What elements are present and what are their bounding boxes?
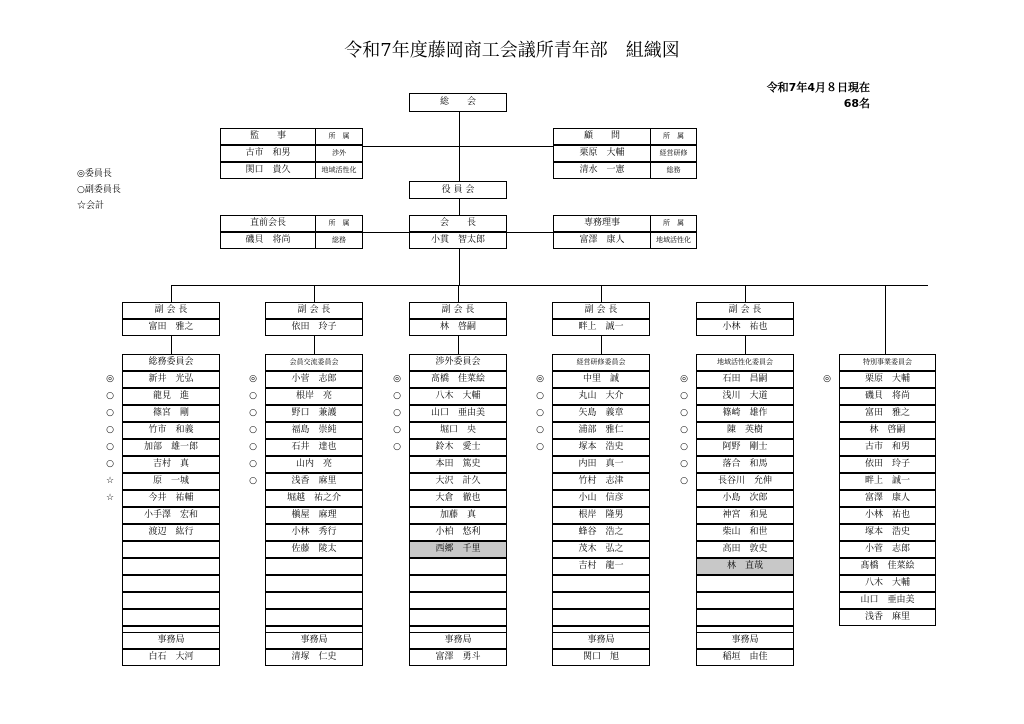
empty-row	[552, 609, 650, 626]
empty-row	[265, 575, 363, 592]
committee-member: 野口 兼護	[265, 405, 363, 422]
committee-member: 根岸 隆男	[552, 507, 650, 524]
auditor-header: 監 事	[220, 128, 316, 145]
committee-member: 大沢 計久	[409, 473, 507, 490]
column-drop	[745, 336, 746, 354]
column-drop	[601, 285, 602, 302]
executive-director-affil: 地域活性化	[650, 232, 697, 249]
main-spine	[459, 198, 460, 215]
office-header: 事務局	[122, 632, 220, 649]
advisor-name: 栗原 大輔	[553, 145, 651, 162]
role-mark: ○	[680, 459, 688, 469]
executive-director-name: 富澤 康人	[553, 232, 651, 249]
empty-row	[122, 575, 220, 592]
committee-member: 茂木 弘之	[552, 541, 650, 558]
empty-row	[409, 558, 507, 575]
main-spine	[459, 249, 460, 285]
role-mark: ○	[393, 391, 401, 401]
committee-member: 本田 篤史	[409, 456, 507, 473]
committee-member: 浅香 麻里	[265, 473, 363, 490]
special-committee-member: 浅香 麻里	[839, 609, 936, 626]
committee-member: 中里 誠	[552, 371, 650, 388]
special-committee-header: 特別事業委員会	[839, 354, 936, 371]
special-committee-member: 富田 雅之	[839, 405, 936, 422]
committee-member: 浦部 雅仁	[552, 422, 650, 439]
columns-connector	[171, 285, 928, 286]
committee-member: 小山 信彦	[552, 490, 650, 507]
committee-member: 落合 和馬	[696, 456, 794, 473]
board-box: 役 員 会	[409, 181, 507, 199]
role-mark: ○	[680, 425, 688, 435]
column-drop	[314, 336, 315, 354]
member-count: 68名	[843, 97, 870, 110]
advisor-affil: 経営研修	[650, 145, 697, 162]
executive-director-affil-header: 所 属	[650, 215, 697, 232]
advisor-affil-header: 所 属	[650, 128, 697, 145]
empty-row	[552, 592, 650, 609]
vice-president-name: 林 啓嗣	[409, 319, 507, 336]
special-drop	[885, 285, 886, 354]
past-president-affil-header: 所 属	[315, 215, 363, 232]
committee-member: 原 一城	[122, 473, 220, 490]
committee-header: 地域活性化委員会	[696, 354, 794, 371]
committee-member: 渡辺 紘行	[122, 524, 220, 541]
committee-member: 西郷 千里	[409, 541, 507, 558]
column-drop	[458, 336, 459, 354]
president-header: 会 長	[409, 215, 507, 232]
column-drop	[458, 285, 459, 302]
legend	[77, 166, 121, 214]
past-president-affil: 総務	[315, 232, 363, 249]
empty-row	[696, 592, 794, 609]
role-mark: ○	[106, 459, 114, 469]
vice-president-name: 富田 雅之	[122, 319, 220, 336]
empty-row	[122, 558, 220, 575]
office-staff-name: 清塚 仁史	[265, 649, 363, 666]
committee-header: 渉外委員会	[409, 354, 507, 371]
empty-row	[409, 609, 507, 626]
vice-president-header: 副 会 長	[122, 302, 220, 319]
committee-member: 八木 大輔	[409, 388, 507, 405]
legend-vice-chair: ○副委員長	[77, 185, 121, 195]
empty-row	[265, 609, 363, 626]
special-committee-member: 古市 和男	[839, 439, 936, 456]
office-staff-name: 稲垣 由佳	[696, 649, 794, 666]
committee-member: 槇屋 麻理	[265, 507, 363, 524]
as-of-date: 令和7年4月８日現在	[766, 81, 870, 94]
committee-member: 大倉 徹也	[409, 490, 507, 507]
special-committee-member: 塚本 浩史	[839, 524, 936, 541]
committee-member: 竹市 和義	[122, 422, 220, 439]
office-staff-name: 富澤 勇斗	[409, 649, 507, 666]
committee-member: 根岸 亮	[265, 388, 363, 405]
vice-president-name: 畔上 誠一	[552, 319, 650, 336]
auditor-name: 古市 和男	[220, 145, 316, 162]
empty-row	[696, 575, 794, 592]
role-mark: ◎	[680, 374, 688, 384]
role-mark: ☆	[105, 493, 115, 503]
role-mark: ○	[106, 391, 114, 401]
role-mark: ○	[249, 459, 257, 469]
role-mark: ○	[249, 442, 257, 452]
empty-row	[409, 592, 507, 609]
committee-member: 吉村 龍一	[552, 558, 650, 575]
committee-header: 会員交流委員会	[265, 354, 363, 371]
vice-president-header: 副 会 長	[696, 302, 794, 319]
committee-member: 石田 昌嗣	[696, 371, 794, 388]
role-mark: ○	[680, 391, 688, 401]
committee-member: 小手澤 宏和	[122, 507, 220, 524]
empty-row	[122, 592, 220, 609]
column-drop	[171, 285, 172, 302]
role-mark: ○	[393, 425, 401, 435]
column-drop	[601, 336, 602, 354]
committee-member: 林 直哉	[696, 558, 794, 575]
office-header: 事務局	[696, 632, 794, 649]
empty-row	[552, 575, 650, 592]
committee-member: 竹村 志津	[552, 473, 650, 490]
executive-director-header: 専務理事	[553, 215, 651, 232]
role-mark: ○	[106, 442, 114, 452]
committee-member: 小柏 悠利	[409, 524, 507, 541]
advisor-name: 清水 一憲	[553, 162, 651, 179]
vice-president-name: 小林 祐也	[696, 319, 794, 336]
committee-member: 石井 達也	[265, 439, 363, 456]
legend-treasurer: ☆会計	[77, 201, 105, 211]
president-name: 小貫 智太郎	[409, 232, 507, 249]
role-mark: ◎	[536, 374, 544, 384]
committee-member: 加藤 真	[409, 507, 507, 524]
committee-member: 髙橋 佳菜絵	[409, 371, 507, 388]
special-committee-member: 小菅 志郎	[839, 541, 936, 558]
vice-president-header: 副 会 長	[552, 302, 650, 319]
vice-president-header: 副 会 長	[265, 302, 363, 319]
committee-header: 経営研修委員会	[552, 354, 650, 371]
committee-member: 丸山 大介	[552, 388, 650, 405]
chart-title: 令和7年度藤岡商工会議所青年部 組織図	[344, 40, 680, 61]
advisor-header: 顧 問	[553, 128, 651, 145]
column-drop	[171, 336, 172, 354]
role-mark: ☆	[105, 476, 115, 486]
special-committee-member: 依田 玲子	[839, 456, 936, 473]
auditor-affil-header: 所 属	[315, 128, 363, 145]
committee-member: 陳 英樹	[696, 422, 794, 439]
vice-president-header: 副 会 長	[409, 302, 507, 319]
special-committee-member: 富澤 康人	[839, 490, 936, 507]
committee-member: 山口 亜由美	[409, 405, 507, 422]
role-mark: ○	[680, 408, 688, 418]
special-committee-member: 林 啓嗣	[839, 422, 936, 439]
committee-member: 加部 雄一郎	[122, 439, 220, 456]
committee-member: 福島 崇純	[265, 422, 363, 439]
role-mark: ○	[536, 442, 544, 452]
as-of-block	[767, 80, 870, 112]
role-mark: ○	[393, 408, 401, 418]
committee-member: 山内 亮	[265, 456, 363, 473]
committee-member: 新井 光弘	[122, 371, 220, 388]
empty-row	[122, 609, 220, 626]
role-mark: ○	[536, 391, 544, 401]
special-committee-member: 小林 祐也	[839, 507, 936, 524]
role-mark: ○	[249, 391, 257, 401]
general-assembly-box: 総 会	[409, 93, 507, 112]
committee-member: 長谷川 允伸	[696, 473, 794, 490]
committee-member: 柴山 和世	[696, 524, 794, 541]
empty-row	[265, 558, 363, 575]
role-mark: ○	[249, 408, 257, 418]
committee-member: 小林 秀行	[265, 524, 363, 541]
office-header: 事務局	[552, 632, 650, 649]
auditor-name: 関口 貴久	[220, 162, 316, 179]
office-header: 事務局	[409, 632, 507, 649]
committee-member: 篠崎 雄作	[696, 405, 794, 422]
committee-member: 今井 祐輔	[122, 490, 220, 507]
role-mark: ◎	[249, 374, 257, 384]
role-mark: ○	[249, 425, 257, 435]
committee-member: 内田 真一	[552, 456, 650, 473]
past-president-header: 直前会長	[220, 215, 316, 232]
role-mark: ◎	[393, 374, 401, 384]
role-mark: ◎	[106, 374, 114, 384]
empty-row	[696, 609, 794, 626]
committee-member: 神宮 和晃	[696, 507, 794, 524]
office-header: 事務局	[265, 632, 363, 649]
column-drop	[314, 285, 315, 302]
committee-member: 鈴木 愛士	[409, 439, 507, 456]
committee-member: 龍見 進	[122, 388, 220, 405]
office-staff-name: 白石 大河	[122, 649, 220, 666]
committee-member: 小島 次郎	[696, 490, 794, 507]
special-committee-member: 山口 亜由美	[839, 592, 936, 609]
role-mark: ○	[249, 476, 257, 486]
role-mark: ○	[106, 425, 114, 435]
special-committee-member: 髙橋 佳菜絵	[839, 558, 936, 575]
role-mark: ◎	[823, 374, 831, 384]
committee-member: 小菅 志郎	[265, 371, 363, 388]
committee-member: 篠宮 剛	[122, 405, 220, 422]
committee-member: 矢島 義章	[552, 405, 650, 422]
special-committee-member: 八木 大輔	[839, 575, 936, 592]
committee-member: 堀越 祐之介	[265, 490, 363, 507]
past-president-name: 磯貝 将尚	[220, 232, 316, 249]
committee-member: 高田 敦史	[696, 541, 794, 558]
committee-member: 堀口 央	[409, 422, 507, 439]
special-committee-member: 畔上 誠一	[839, 473, 936, 490]
role-mark: ○	[680, 442, 688, 452]
vice-president-name: 依田 玲子	[265, 319, 363, 336]
auditor-affil: 渉外	[315, 145, 363, 162]
committee-member: 蜂谷 浩之	[552, 524, 650, 541]
legend-chair: ◎委員長	[77, 169, 112, 179]
role-mark: ○	[393, 442, 401, 452]
committee-member: 塚本 浩史	[552, 439, 650, 456]
committee-header: 総務委員会	[122, 354, 220, 371]
advisor-affil: 総務	[650, 162, 697, 179]
role-mark: ○	[536, 425, 544, 435]
empty-row	[265, 592, 363, 609]
auditor-affil: 地域活性化	[315, 162, 363, 179]
role-mark: ○	[536, 408, 544, 418]
role-mark: ○	[106, 408, 114, 418]
role-mark: ○	[680, 476, 688, 486]
committee-member: 阿野 剛士	[696, 439, 794, 456]
special-committee-member: 磯貝 将尚	[839, 388, 936, 405]
committee-member: 吉村 真	[122, 456, 220, 473]
committee-member: 浅川 大道	[696, 388, 794, 405]
empty-row	[122, 541, 220, 558]
special-committee-member: 栗原 大輔	[839, 371, 936, 388]
column-drop	[745, 285, 746, 302]
committee-member: 佐藤 陵太	[265, 541, 363, 558]
office-staff-name: 関口 旭	[552, 649, 650, 666]
auditor-advisor-connector	[363, 146, 553, 147]
empty-row	[409, 575, 507, 592]
